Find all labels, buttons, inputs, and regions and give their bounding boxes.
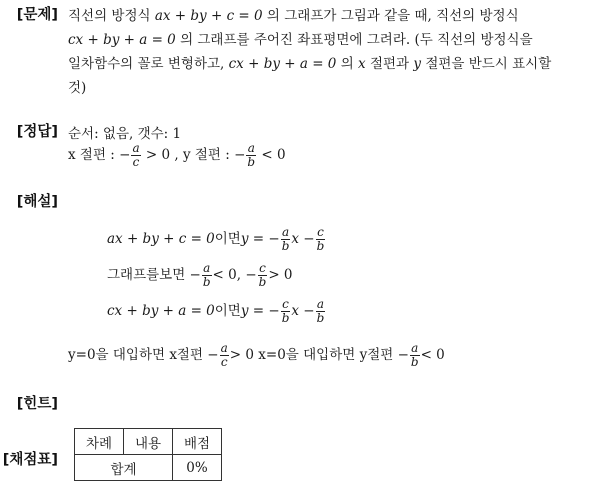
x-intercept-label: x 절편 : <box>68 147 115 163</box>
answer-order-count: 순서: 없음, 갯수: 1 <box>68 126 182 142</box>
explanation-eq1: ax + by + c = 0이면y = − $\frac{a}{b}$ x − $\frac{c}{b}$ <box>107 225 325 253</box>
hint-label: [힌트] <box>16 396 58 412</box>
table-row <box>75 429 222 455</box>
problem-line2-b: 의 그래프를 주어진 좌표평면에 그려라. (두 직선의 방정식을 <box>180 32 533 48</box>
problem-x-var: x <box>358 56 366 72</box>
problem-line3-a: 일차함수의 꼴로 변형하고, <box>68 56 225 72</box>
problem-eq2: cx + by + a = 0 <box>68 32 176 48</box>
explanation-label: [해설] <box>16 194 58 210</box>
problem-line3-b: 의 <box>340 56 354 72</box>
header-points: 배점 <box>173 429 222 455</box>
problem-eq3: cx + by + a = 0 <box>228 56 337 72</box>
problem-eq1: ax + by + c = 0 <box>154 8 263 24</box>
scoring-label: [채점표] <box>2 452 58 468</box>
problem-label: [문제] <box>16 7 58 23</box>
total-value: 0% <box>173 455 222 481</box>
explanation-eq2: 그래프를보면 − $\frac{a}{b}$ < 0, − $\frac{c}{b}$ > 0 <box>107 261 293 289</box>
fraction-a-over-b: $\frac{a}{b}$ <box>247 141 256 169</box>
fraction-a-over-c: $\frac{a}{c}$ <box>132 141 140 169</box>
x-intercept-relation: > 0 , <box>145 147 179 163</box>
scoring-table <box>74 428 222 481</box>
y-intercept-relation: < 0 <box>261 147 286 163</box>
header-order: 차례 <box>75 429 124 455</box>
explanation-eq3: cx + by + a = 0이면y = − $\frac{c}{b}$ x − $\frac{a}{b}$ <box>107 297 325 325</box>
problem-line4: 것) <box>68 80 87 96</box>
problem-y-var: y <box>413 56 422 72</box>
problem-line3-c: 절편과 <box>369 56 410 72</box>
answer-intercepts: x 절편 : − $\frac{a}{c}$ > 0 , y 절편 : − $\frac{a}{b}$ < 0 <box>68 141 286 169</box>
problem-line3-d: 절편을 반드시 표시할 <box>425 56 552 72</box>
problem-line1-b: 의 그래프가 그림과 같을 때, 직선의 방정식 <box>266 8 519 24</box>
explanation-summary: y=0을 대입하면 x절편 − $\frac{a}{c}$ > 0 x=0을 대입하면 y절편 − $\frac{a}{b}$ < 0 <box>68 341 445 369</box>
header-content: 내용 <box>124 429 173 455</box>
table-row <box>75 455 222 481</box>
answer-label: [정답] <box>16 124 58 140</box>
total-label: 합계 <box>75 455 173 481</box>
y-intercept-label: y 절편 : <box>182 147 230 163</box>
problem-line1-a: 직선의 방정식 <box>68 8 151 24</box>
